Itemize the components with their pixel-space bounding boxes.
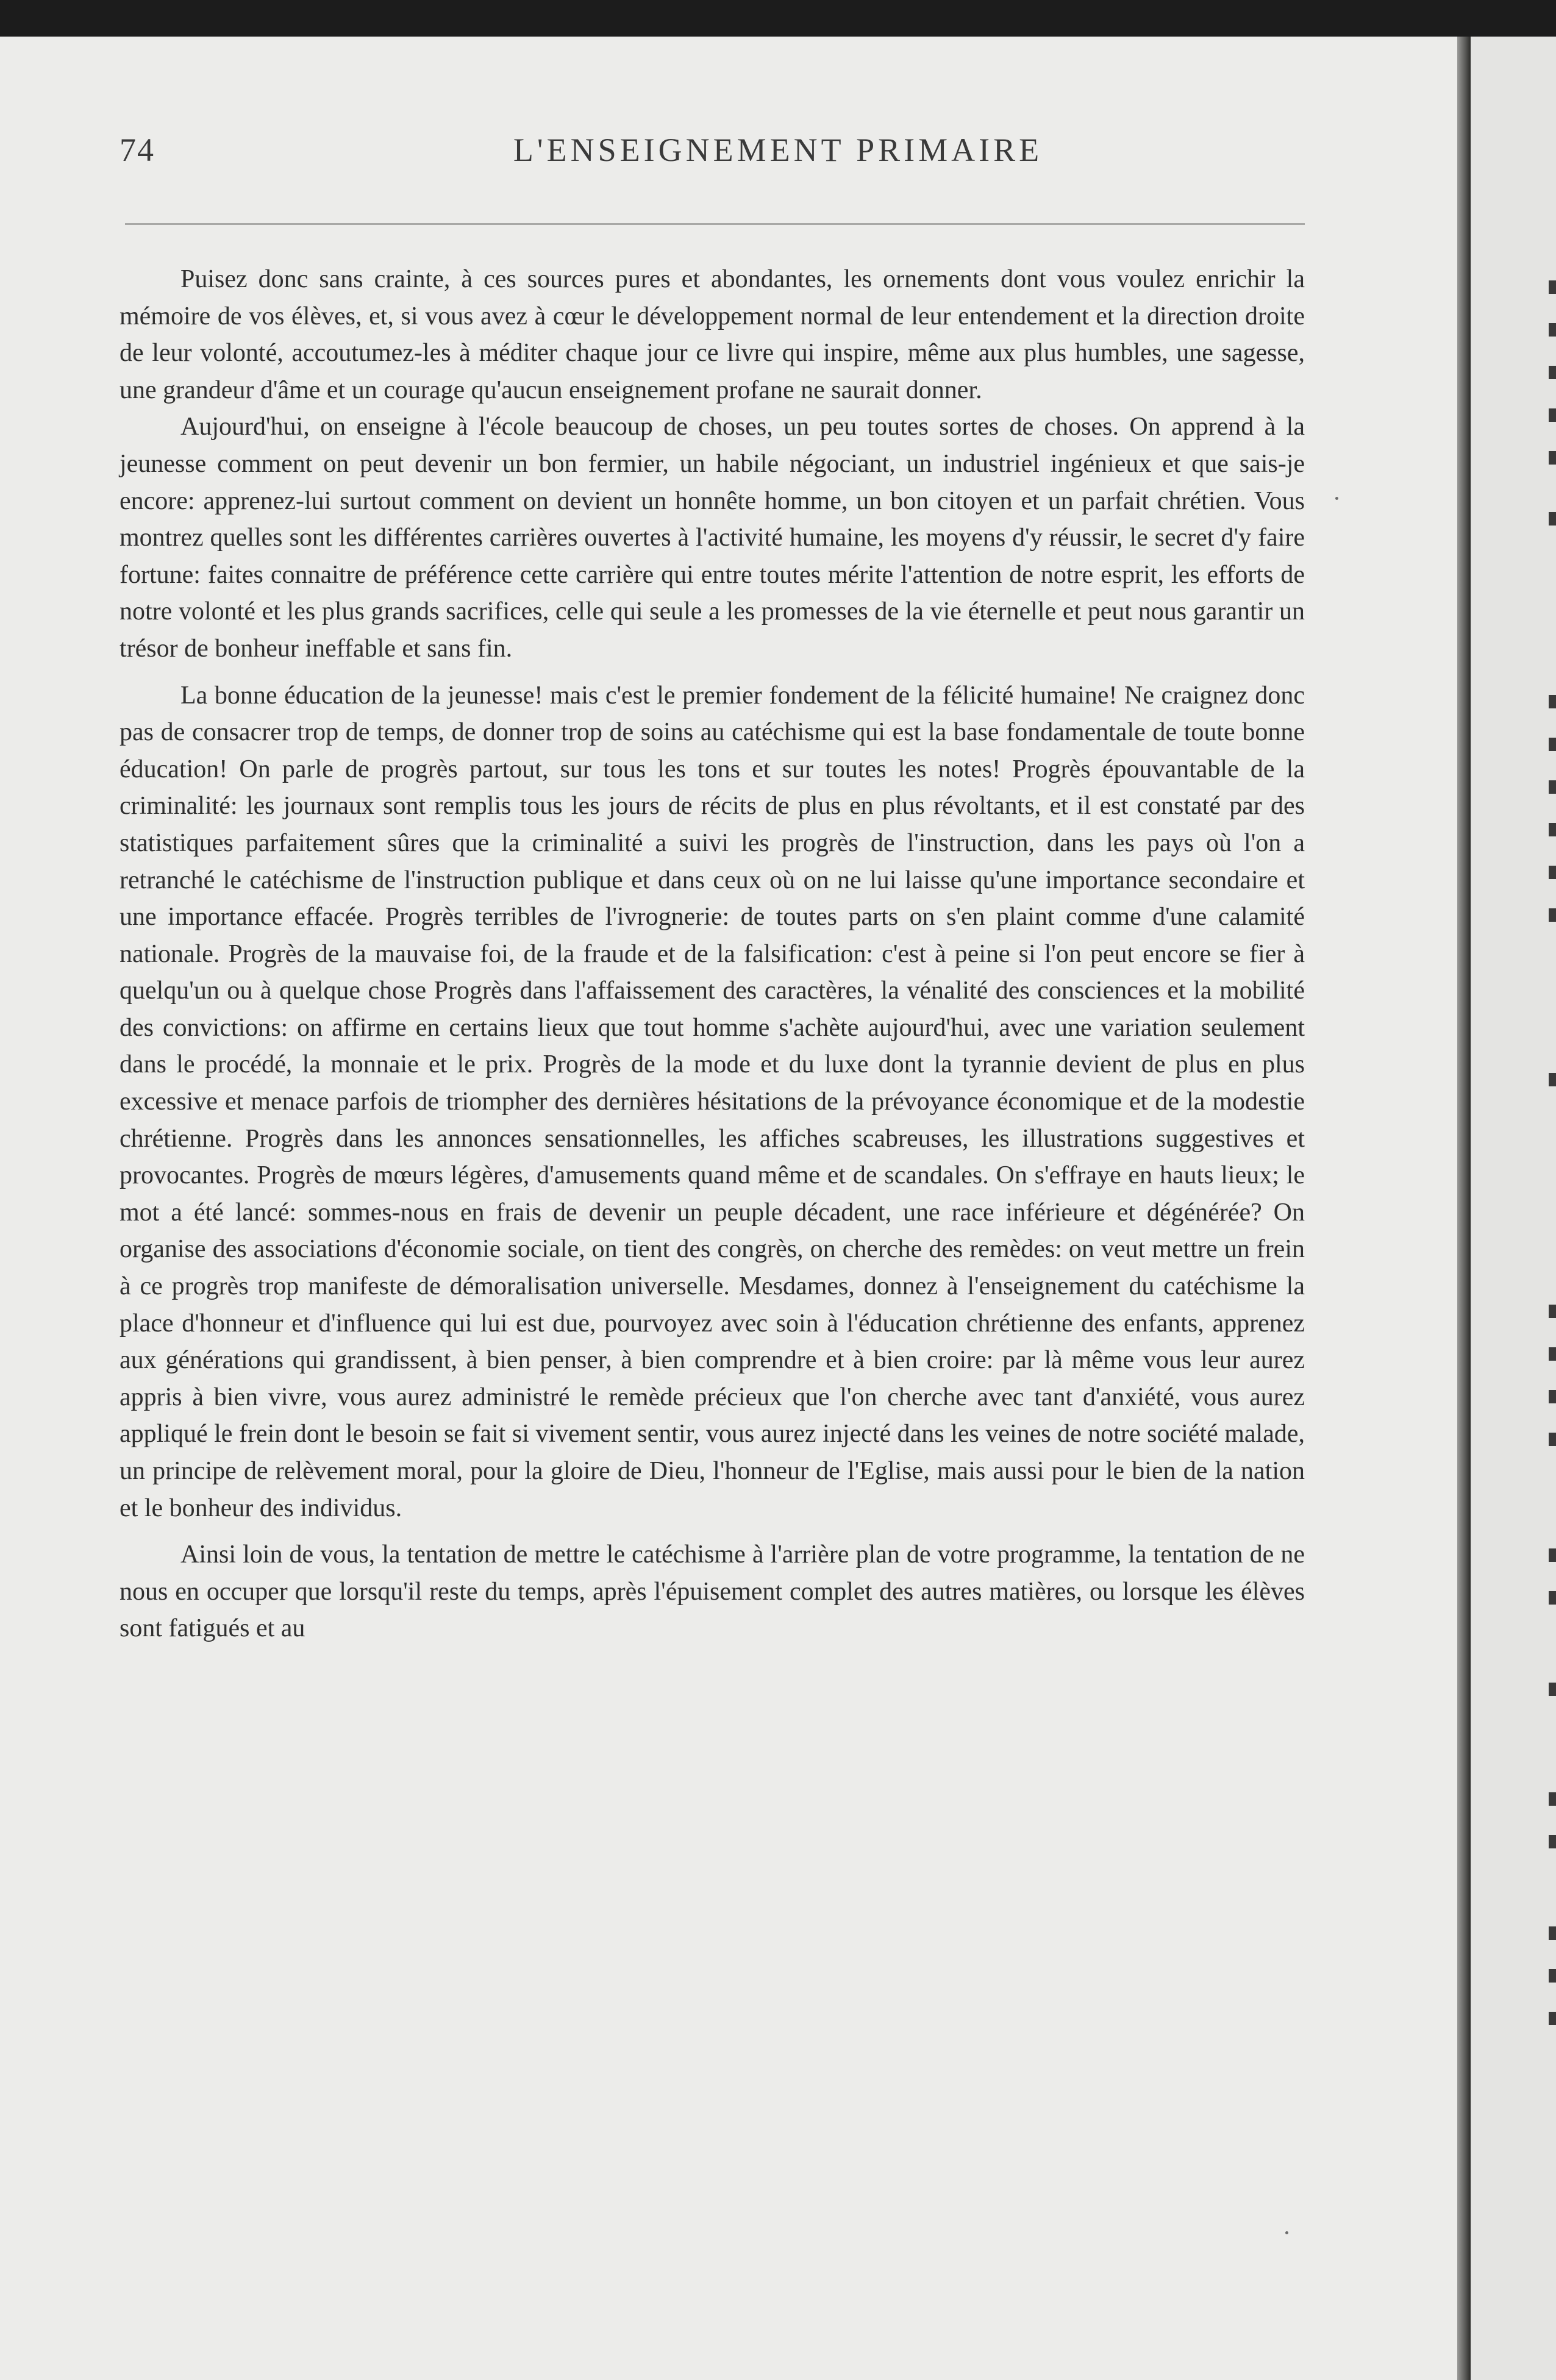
adjacent-page-ink: [1549, 1591, 1556, 1605]
adjacent-page-ink: [1549, 2012, 1556, 2025]
adjacent-page-ink: [1549, 323, 1556, 337]
adjacent-page-ink: [1549, 512, 1556, 526]
paper-speck: [1285, 2231, 1288, 2234]
adjacent-page-ink: [1549, 280, 1556, 294]
running-title: L'ENSEIGNEMENT PRIMAIRE: [513, 132, 1043, 168]
adjacent-page-ink: [1549, 451, 1556, 465]
adjacent-page-ink: [1549, 1926, 1556, 1940]
book-gutter: [1457, 37, 1471, 2380]
adjacent-page-ink: [1549, 1347, 1556, 1361]
adjacent-page-ink: [1549, 1433, 1556, 1446]
paper-speck: [1335, 497, 1338, 500]
adjacent-page-ink: [1549, 366, 1556, 379]
adjacent-page-ink: [1549, 1683, 1556, 1696]
adjacent-page-ink: [1549, 1073, 1556, 1086]
body-text: [120, 261, 1305, 1647]
adjacent-page-ink: [1549, 1390, 1556, 1403]
adjacent-page-ink: [1549, 908, 1556, 922]
adjacent-page-ink: [1549, 1792, 1556, 1806]
paragraph: Puisez donc sans crainte, à ces sources pures et abondantes, les ornements dont vous voulez enrichir la mémoire de vos élèves, et, si vous avez à cœur le développement normal de leur entendement et la direction droite de leur volonté, accoutumez-les à méditer chaque jour ce livre qui inspire, même aux plus humbles, une sagesse, une grandeur d'âme et un courage qu'aucun enseignement profane ne saurait donner.: [120, 265, 1305, 404]
header-rule: [125, 223, 1305, 225]
adjacent-page-ink: [1549, 695, 1556, 708]
paragraph: Aujourd'hui, on enseigne à l'école beaucoup de choses, un peu toutes sortes de choses. On apprend à la jeunesse comment on peut devenir un bon fermier, un habile négociant, un industriel ingénieux et que sais-je encore: apprenez-lui surtout comment on devient un honnête homme, un bon citoyen et un parfait chrétien. Vous montrez quelles sont les différentes carrières ouvertes à l'activité humaine, les moyens d'y réussir, le secret d'y faire fortune: faites connaitre de préférence cette carrière qui entre toutes mérite l'attention de notre esprit, les efforts de notre volonté et les plus grands sacrifices, celle qui seule a les promesses de la vie éternelle et peut nous garantir un trésor de bonheur ineffable et sans fin.: [120, 413, 1305, 663]
adjacent-page-ink: [1549, 1548, 1556, 1562]
page-number: 74: [120, 132, 155, 168]
paragraph: Ainsi loin de vous, la tentation de mettre le catéchisme à l'arrière plan de votre programme, la tentation de ne nous en occuper que lorsqu'il reste du temps, après l'épuisement complet des autres matières, ou lorsque les élèves sont fatigués et au: [120, 1541, 1305, 1643]
adjacent-page-ink: [1549, 780, 1556, 794]
adjacent-page-ink: [1549, 1305, 1556, 1318]
page-header: [120, 131, 1302, 180]
adjacent-page-ink: [1549, 738, 1556, 751]
adjacent-page-edge: [1471, 37, 1556, 2380]
adjacent-page-ink: [1549, 408, 1556, 422]
paragraph: La bonne éducation de la jeunesse! mais c'est le premier fondement de la félicité humaine! Ne craignez donc pas de consacrer trop de temps, de donner trop de soins au catéchisme qui est la base fondamentale de toute bonne éducation! On parle de progrès partout, sur tous les tons et sur toutes les notes! Progrès épouvantable de la criminalité: les journaux sont remplis tous les jours de récits de plus en plus révoltants, et il est constaté par des statistiques parfaitement sûres que la criminalité a suivi les progrès de l'instruction, dans les pays où l'on a retranché le catéchisme de l'instruction publique et dans ceux où on ne lui laisse qu'une importance secondaire et une importance effacée. Progrès terribles de l'ivrognerie: de toutes parts on s'en plaint comme d'une calamité nationale. Progrès de la mauvaise foi, de la fraude et de la falsification: c'est à peine si l'on peut encore se fier à quelqu'un ou à quelque chose Progrès dans l'affaissement des caractères, la vénalité des consciences et la mobilité des convictions: on affirme en certains lieux que tout homme s'achète aujourd'hui, avec une variation seulement dans le procédé, la monnaie et le prix. Progrès de la mode et du luxe dont la tyrannie devient de plus en plus excessive et menace parfois de triompher des dernières hésitations de la prévoyance économique et de la modestie chrétienne. Progrès dans les annonces sensationnelles, les affiches scabreuses, les illustrations suggestives et provocantes. Progrès de mœurs légères, d'amusements quand même et de scandales. On s'effraye en hauts lieux; le mot a été lancé: sommes-nous en frais de devenir un peuple décadent, une race inférieure et dégénérée? On organise des associations d'économie sociale, on tient des congrès, on cherche des remèdes: on veut mettre un frein à ce progrès trop manifeste de démoralisation universelle. Mesdames, donnez à l'enseignement du catéchisme la place d'honneur et d'influence qui lui est due, pourvoyez avec soin à l'éducation chrétienne des enfants, apprenez aux générations qui grandissent, à bien penser, à bien comprendre et à bien croire: par là même vous leur aurez appris à bien vivre, vous aurez administré le remède précieux que l'on cherche avec tant d'anxiété, vous aurez appliqué le frein dont le besoin se fait si vivement sentir, vous aurez injecté dans les veines de notre société malade, un principe de relèvement moral, pour la gloire de Dieu, l'honneur de l'Eglise, mais aussi pour le bien de la nation et le bonheur des individus.: [120, 681, 1305, 1522]
adjacent-page-ink: [1549, 866, 1556, 879]
adjacent-page-ink: [1549, 823, 1556, 836]
adjacent-page-ink: [1549, 1969, 1556, 1983]
adjacent-page-ink: [1549, 1835, 1556, 1848]
